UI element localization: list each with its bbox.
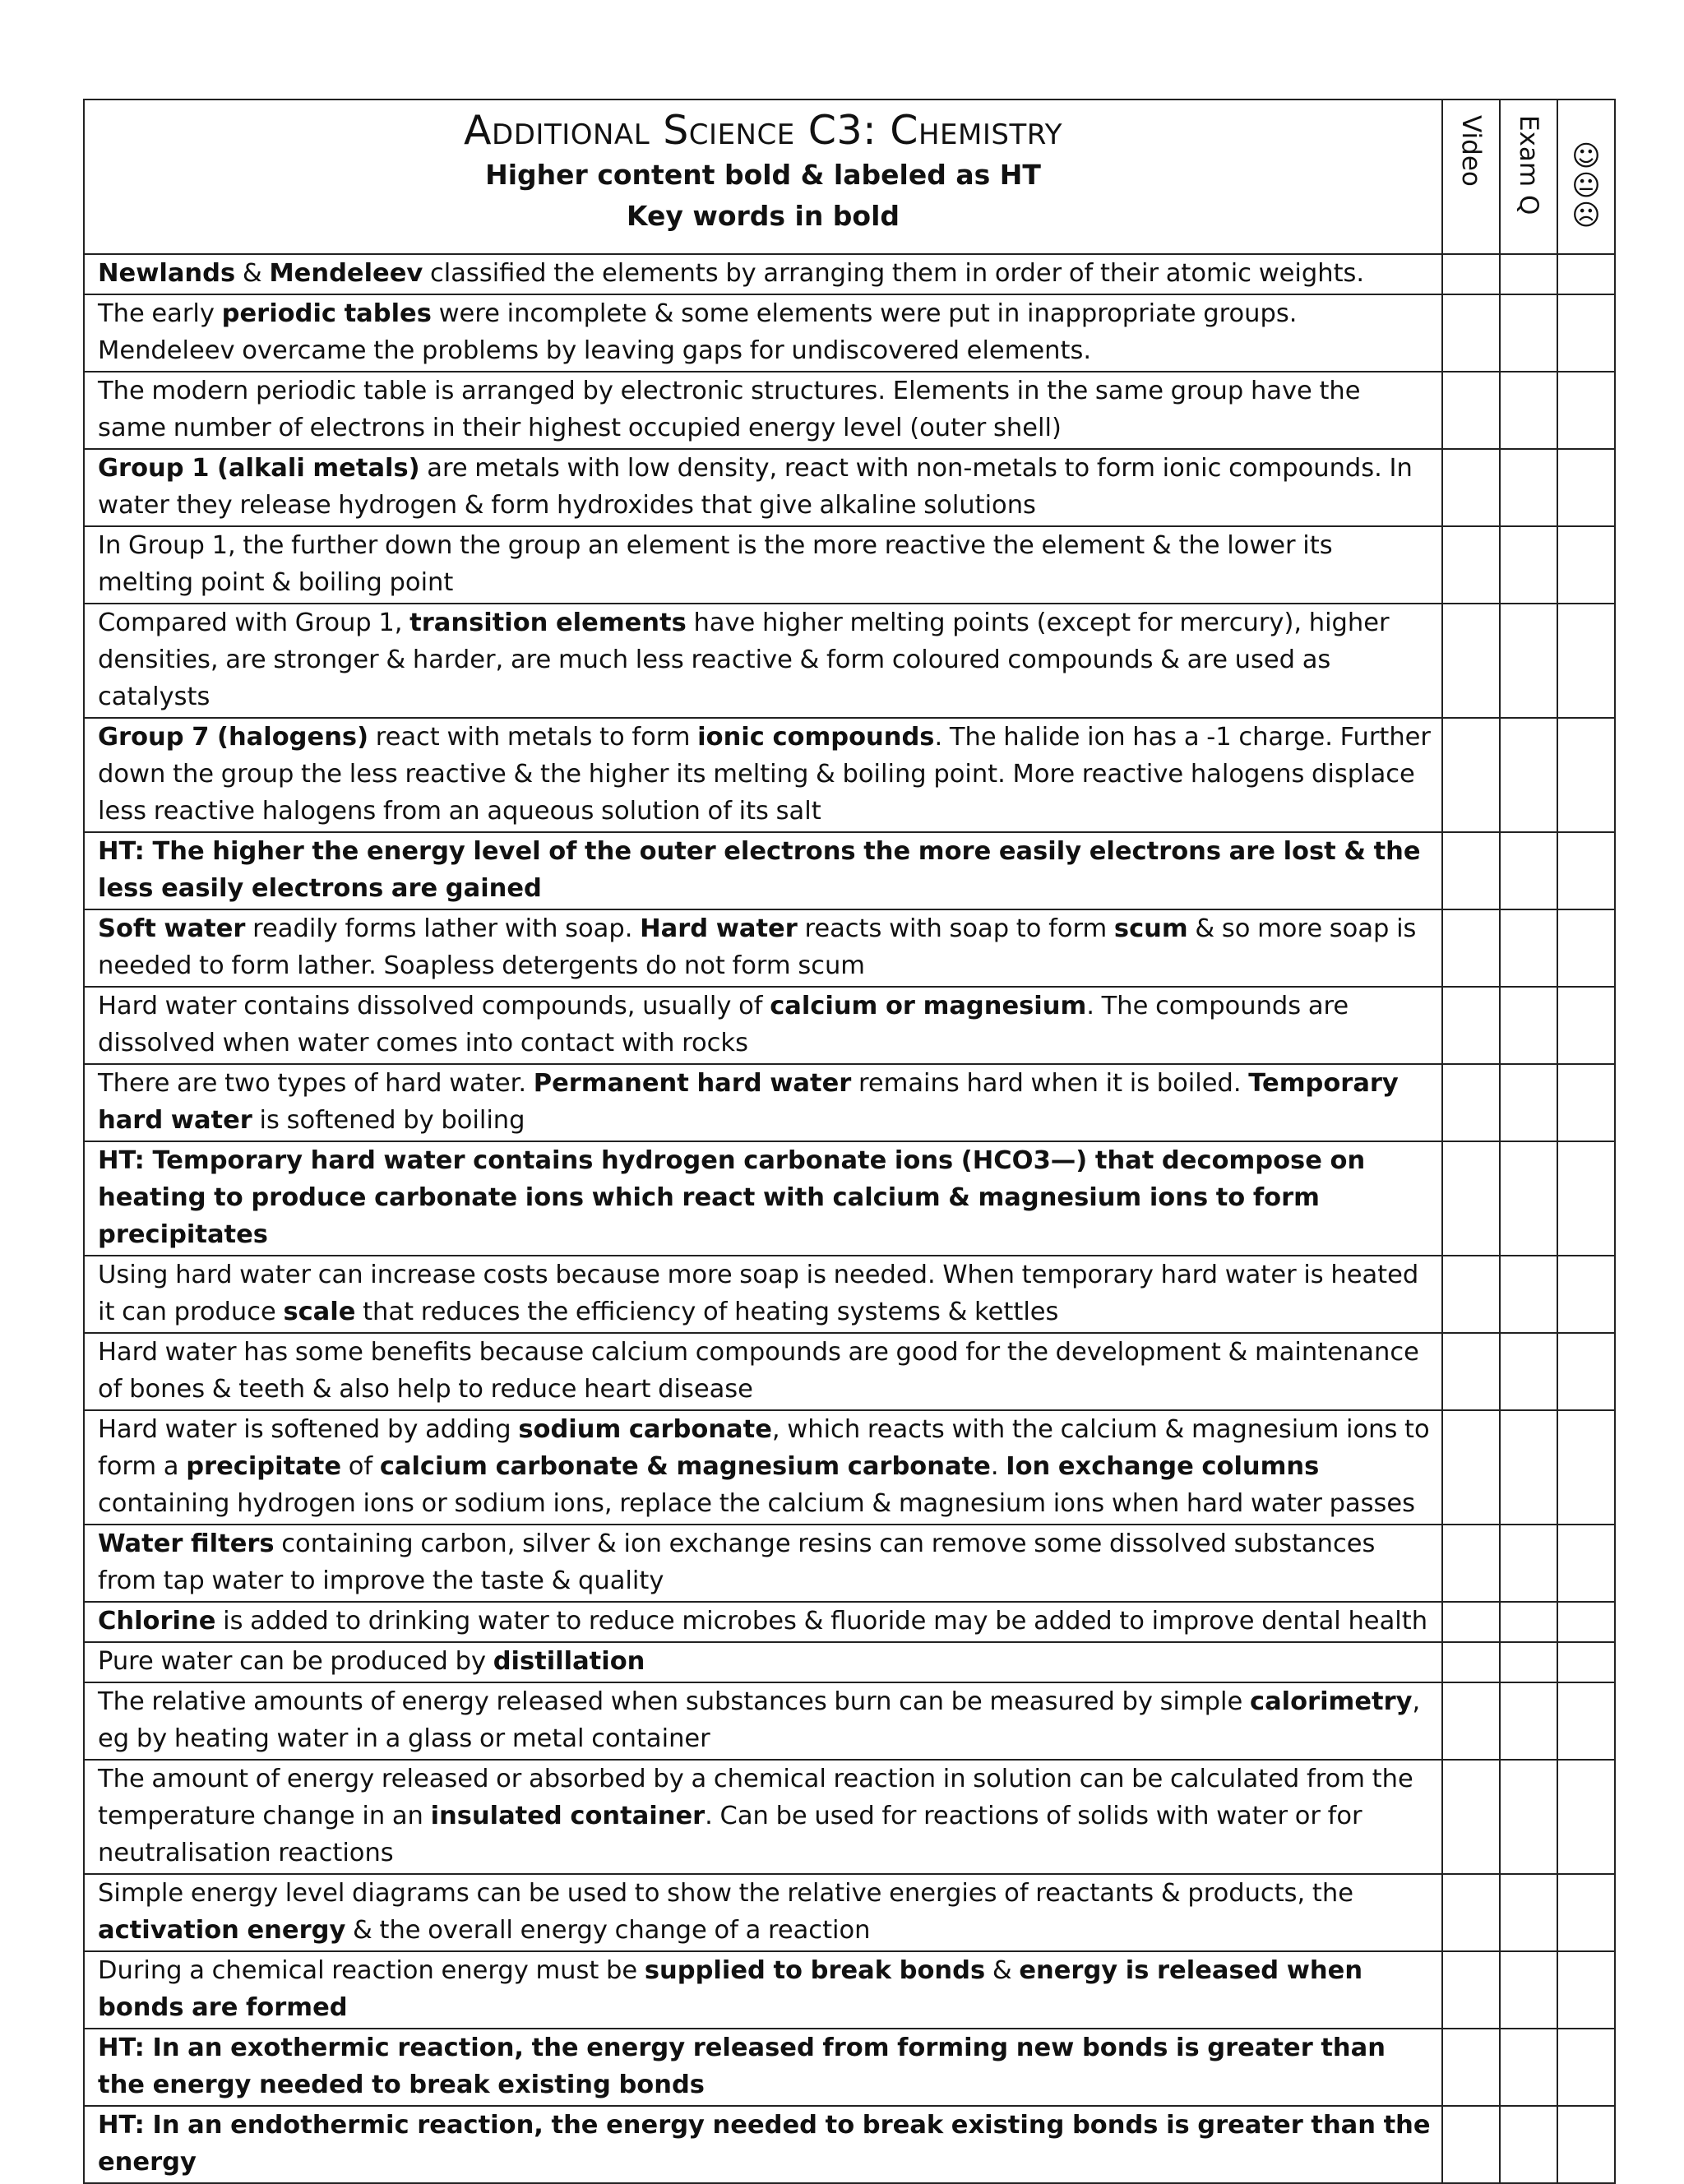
checklist-row [84,1642,1615,1682]
statement-text [84,909,1442,987]
key-word: HT: In an endothermic reaction, the energy needed to break existing bonds is greater than the energy [98,2111,1431,2177]
key-word: activation energy [98,1916,346,1945]
video-checkbox[interactable] [1442,1951,1500,2029]
text-segment: readily forms lather with soap. [245,914,641,943]
statement-text [84,1064,1442,1141]
exam-q-checkbox[interactable] [1500,2106,1557,2183]
video-checkbox[interactable] [1442,1682,1500,1760]
key-word: sodium carbonate [518,1415,772,1444]
video-checkbox[interactable] [1442,449,1500,526]
key-word: energy is released when bonds are formed [98,1956,1363,2022]
video-checkbox[interactable] [1442,1141,1500,1256]
confidence-checkbox[interactable] [1557,1874,1615,1951]
checklist-table [83,99,1616,2184]
key-word: supplied to break bonds [644,1956,986,1985]
video-checkbox[interactable] [1442,1874,1500,1951]
text-segment: of [341,1452,380,1481]
text-segment: . Can be used for reactions of solids with water or for neutralisation reactions [98,1802,1362,1867]
video-checkbox[interactable] [1442,832,1500,909]
text-segment: The relative amounts of energy released when substances burn can be measured by simple [98,1687,1250,1716]
confidence-checkbox[interactable] [1557,449,1615,526]
key-word: distillation [493,1647,645,1676]
statement-text [84,449,1442,526]
happy-face-icon: ☺ [1571,140,1601,173]
key-word: Newlands [98,259,236,288]
key-word: transition elements [409,608,687,637]
text-segment: is added to drinking water to reduce microbes & fluoride may be added to improve dental health [215,1607,1428,1636]
confidence-checkbox[interactable] [1557,2029,1615,2106]
confidence-checkbox[interactable] [1557,1064,1615,1141]
key-word: calcium or magnesium [770,992,1087,1020]
checklist-row [84,987,1615,1064]
text-segment: In Group 1, the further down the group an element is the more reactive the element & the lower its melting point & boiling point [98,531,1333,597]
checklist-row [84,1141,1615,1256]
text-segment: have higher melting points (except for mercury), higher densities, are stronger & harder, are much less reactive & form coloured compounds & are used as catalysts [98,608,1390,711]
video-checkbox[interactable] [1442,372,1500,449]
confidence-checkbox[interactable] [1557,372,1615,449]
checklist-row [84,1602,1615,1642]
checklist-row [84,909,1615,987]
confidence-checkbox[interactable] [1557,1410,1615,1525]
confidence-checkbox[interactable] [1557,1141,1615,1256]
checklist-row [84,526,1615,604]
confidence-column-header [1557,99,1615,254]
text-segment: Hard water is softened by adding [98,1415,519,1444]
key-word: calorimetry [1249,1687,1413,1716]
exam-q-checkbox[interactable] [1500,1256,1557,1333]
exam-q-label: Exam Q [1514,115,1543,215]
statement-text [84,718,1442,832]
video-checkbox[interactable] [1442,1602,1500,1642]
statement-text [84,254,1442,294]
text-segment: Pure water can be produced by [98,1647,493,1676]
confidence-checkbox[interactable] [1557,718,1615,832]
key-word: scum [1113,914,1188,943]
confidence-checkbox[interactable] [1557,987,1615,1064]
exam-q-checkbox[interactable] [1500,1602,1557,1642]
key-word: Hard water [640,914,798,943]
statement-text [84,1760,1442,1874]
exam-q-checkbox[interactable] [1500,1410,1557,1525]
video-checkbox[interactable] [1442,1525,1500,1602]
checklist-row [84,718,1615,832]
statement-text [84,526,1442,604]
checklist-row [84,1874,1615,1951]
confidence-checkbox[interactable] [1557,294,1615,372]
exam-q-checkbox[interactable] [1500,1333,1557,1410]
text-segment: . The halide ion has a -1 charge. Further down the group the less reactive & the higher its melting & boiling point. More reactive halogens displace less reactive halogens from an aqueous solution of its salt [98,723,1431,826]
exam-q-checkbox[interactable] [1500,526,1557,604]
statement-text [84,1682,1442,1760]
exam-q-checkbox[interactable] [1500,1642,1557,1682]
text-segment: Simple energy level diagrams can be used to show the relative energies of reactants & products, the [98,1879,1353,1908]
statement-text [84,832,1442,909]
key-word: Water filters [98,1529,275,1558]
text-segment: & the overall energy change of a reaction [345,1916,871,1945]
text-segment: classified the elements by arranging them in order of their atomic weights. [423,259,1365,288]
text-segment: The amount of energy released or absorbed by a chemical reaction in solution can be calculated from the temperature change in an [98,1765,1413,1830]
exam-q-checkbox[interactable] [1500,1064,1557,1141]
statement-text [84,987,1442,1064]
key-word: Chlorine [98,1607,216,1636]
text-segment: , which reacts with the calcium & magnesium ions to form a [98,1415,1430,1481]
video-checkbox[interactable] [1442,2106,1500,2183]
exam-q-checkbox[interactable] [1500,1682,1557,1760]
page-title: Additional Science C3: Chemistry [464,107,1062,154]
text-segment: The modern periodic table is arranged by electronic structures. Elements in the same group have the same number of electrons in their highest occupied energy level (outer shell) [98,377,1361,442]
video-checkbox[interactable] [1442,1410,1500,1525]
checklist-row [84,1682,1615,1760]
key-word: Permanent hard water [533,1069,852,1098]
checklist-row [84,254,1615,294]
confidence-checkbox[interactable] [1557,1525,1615,1602]
confidence-checkbox[interactable] [1557,1602,1615,1642]
confidence-checkbox[interactable] [1557,2106,1615,2183]
key-word: Soft water [98,914,246,943]
statement-text [84,1874,1442,1951]
video-checkbox[interactable] [1442,2029,1500,2106]
text-segment: The early [98,299,222,328]
checklist-row [84,449,1615,526]
text-segment: & [235,259,270,288]
key-word: ionic compounds [697,723,935,752]
checklist-row [84,372,1615,449]
checklist-row [84,1064,1615,1141]
video-checkbox[interactable] [1442,1642,1500,1682]
text-segment: , eg by heating water in a glass or metal container [98,1687,1421,1753]
exam-q-checkbox[interactable] [1500,1760,1557,1874]
key-word: Group 1 (alkali metals) [98,454,420,483]
checklist-row [84,832,1615,909]
exam-q-checkbox[interactable] [1500,294,1557,372]
key-word: precipitate [186,1452,342,1481]
subtitle-higher-content: Higher content bold & labeled as HT [485,159,1041,191]
video-checkbox[interactable] [1442,1064,1500,1141]
key-word: Ion exchange columns [1006,1452,1320,1481]
exam-q-checkbox[interactable] [1500,1525,1557,1602]
video-checkbox[interactable] [1442,987,1500,1064]
exam-q-checkbox[interactable] [1500,2029,1557,2106]
confidence-checkbox[interactable] [1557,604,1615,718]
text-segment: remains hard when it is boiled. [851,1069,1249,1098]
statement-text [84,294,1442,372]
text-segment: There are two types of hard water. [98,1069,534,1098]
exam-q-checkbox[interactable] [1500,987,1557,1064]
statement-text [84,604,1442,718]
video-checkbox[interactable] [1442,1760,1500,1874]
neutral-face-icon: 😐 [1571,169,1601,202]
checklist-row [84,294,1615,372]
text-segment: react with metals to form [368,723,698,752]
exam-q-checkbox[interactable] [1500,718,1557,832]
exam-q-checkbox[interactable] [1500,909,1557,987]
statement-text [84,2106,1442,2183]
statement-text [84,1333,1442,1410]
confidence-checkbox[interactable] [1557,1333,1615,1410]
text-segment: that reduces the efficiency of heating systems & kettles [355,1298,1059,1326]
statement-text [84,1410,1442,1525]
title-cell [84,99,1442,254]
text-segment: . [990,1452,1006,1481]
statement-text [84,1256,1442,1333]
video-column-header [1442,99,1500,254]
checklist-row [84,1760,1615,1874]
exam-q-checkbox[interactable] [1500,1141,1557,1256]
confidence-checkbox[interactable] [1557,1951,1615,2029]
video-checkbox[interactable] [1442,1256,1500,1333]
confidence-checkbox[interactable] [1557,1682,1615,1760]
text-segment: containing hydrogen ions or sodium ions, replace the calcium & magnesium ions when hard water passes [98,1489,1416,1518]
text-segment: . The compounds are dissolved when water comes into contact with rocks [98,992,1349,1057]
video-checkbox[interactable] [1442,254,1500,294]
text-segment: Using hard water can increase costs because more soap is needed. When temporary hard water is heated it can produce [98,1261,1419,1326]
exam-q-checkbox[interactable] [1500,1951,1557,2029]
key-word: Temporary hard water [98,1069,1399,1135]
video-checkbox[interactable] [1442,526,1500,604]
checklist-row [84,1410,1615,1525]
video-checkbox[interactable] [1442,909,1500,987]
text-segment: reacts with soap to form [797,914,1114,943]
video-checkbox[interactable] [1442,1333,1500,1410]
statement-text [84,1951,1442,2029]
text-segment: containing carbon, silver & ion exchange resins can remove some dissolved substances from tap water to improve the taste & quality [98,1529,1376,1595]
text-segment: Compared with Group 1, [98,608,410,637]
text-segment: is softened by boiling [252,1106,525,1135]
checklist-row [84,604,1615,718]
text-segment: & so more soap is needed to form lather. Soapless detergents do not form scum [98,914,1417,980]
subtitle-key-words: Key words in bold [626,200,900,232]
statement-text [84,2029,1442,2106]
text-segment: Hard water has some benefits because calcium compounds are good for the development & maintenance of bones & teeth & also help to reduce heart disease [98,1338,1419,1404]
confidence-checkbox[interactable] [1557,254,1615,294]
confidence-checkbox[interactable] [1557,1256,1615,1333]
video-label: Video [1456,115,1486,187]
key-word: Mendeleev [269,259,423,288]
key-word: insulated container [430,1802,706,1830]
statement-text [84,1141,1442,1256]
key-word: periodic tables [221,299,432,328]
exam-column-header [1500,99,1557,254]
header-row [84,99,1615,254]
confidence-checkbox[interactable] [1557,526,1615,604]
confidence-checkbox[interactable] [1557,1642,1615,1682]
checklist-row [84,1525,1615,1602]
key-word: calcium carbonate & magnesium carbonate [379,1452,991,1481]
key-word: Group 7 (halogens) [98,723,369,752]
key-word: HT: In an exothermic reaction, the energy released from forming new bonds is greater than the energy needed to break existing bonds [98,2034,1386,2099]
key-word: HT: The higher the energy level of the outer electrons the more easily electrons are lost & the less easily electrons are gained [98,837,1421,903]
exam-q-checkbox[interactable] [1500,372,1557,449]
confidence-checkbox[interactable] [1557,1760,1615,1874]
video-checkbox[interactable] [1442,718,1500,832]
exam-q-checkbox[interactable] [1500,832,1557,909]
exam-q-checkbox[interactable] [1500,1874,1557,1951]
video-checkbox[interactable] [1442,604,1500,718]
checklist-row [84,2106,1615,2183]
statement-text [84,1525,1442,1602]
statement-text [84,1602,1442,1642]
text-segment: & [985,1956,1020,1985]
video-checkbox[interactable] [1442,294,1500,372]
checklist-row [84,1333,1615,1410]
text-segment: During a chemical reaction energy must be [98,1956,645,1985]
checklist-row [84,1256,1615,1333]
statement-text [84,372,1442,449]
key-word: scale [283,1298,356,1326]
text-segment: are metals with low density, react with non-metals to form ionic compounds. In water they release hydrogen & form hydroxides that give alkaline solutions [98,454,1413,520]
exam-q-checkbox[interactable] [1500,254,1557,294]
text-segment: were incomplete & some elements were put in inappropriate groups. Mendeleev overcame the problems by leaving gaps for undiscovered elements. [98,299,1298,365]
key-word: HT: Temporary hard water contains hydrogen carbonate ions (HCO3—) that decompose on heating to produce carbonate ions which react with calcium & magnesium ions to form precipitates [98,1146,1366,1249]
exam-q-checkbox[interactable] [1500,449,1557,526]
confidence-checkbox[interactable] [1557,909,1615,987]
statement-text [84,1642,1442,1682]
exam-q-checkbox[interactable] [1500,604,1557,718]
text-segment: Hard water contains dissolved compounds, usually of [98,992,770,1020]
confidence-faces [1558,100,1614,230]
checklist-row [84,2029,1615,2106]
confidence-checkbox[interactable] [1557,832,1615,909]
sad-face-icon: ☹ [1571,199,1601,232]
checklist-row [84,1951,1615,2029]
